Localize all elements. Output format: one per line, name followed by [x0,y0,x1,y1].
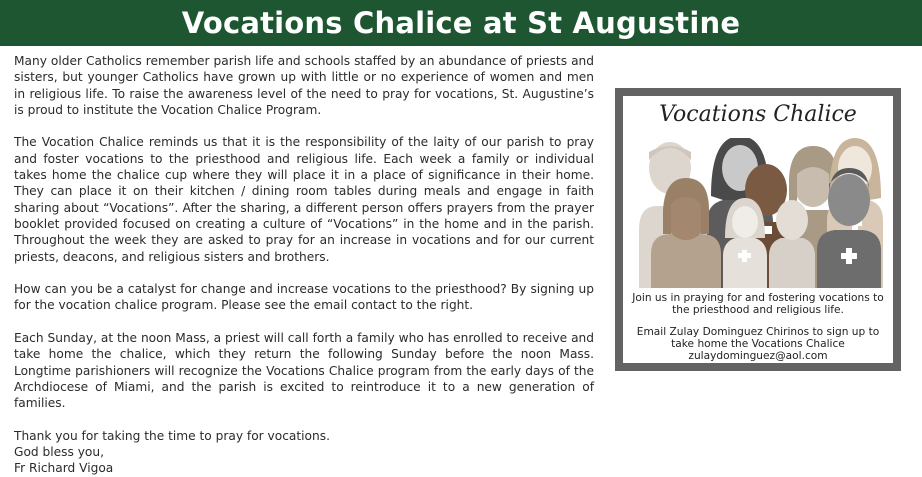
page-banner [0,0,922,46]
religious-people-group-icon [631,138,885,288]
closing-line: Thank you for taking the time to pray for vocations. [14,428,330,443]
article-body [14,53,594,477]
card-email-link[interactable]: zulaydominguez@aol.com [688,350,828,363]
blessing-line: God bless you, [14,445,104,460]
card-invitation: Join us in praying for and fostering vocations to the priesthood and religious life. [632,292,884,317]
signature: Fr Richard Vigoa [14,461,114,476]
card-contact [629,326,887,363]
nun-figure-icon [723,198,767,288]
article-paragraph: How can you be a catalyst for change and increase vocations to the priesthood? By signing up for the vocation chalice program. Please see the email contact to the right. [14,282,594,313]
page-title: Vocations Chalice at St Augustine [181,6,741,40]
article-paragraph: Each Sunday, at the noon Mass, a priest will call forth a family who has enrolled to receive and take home the chalice, which they return the following Sunday before the noon Mass. Longtime parishioners will recognize the Vocations Chalice program from the early days of the Archdiocese of Miami, and the parish is excited to reintroduce it to a new generation of families. [14,331,594,411]
vocations-chalice-card [615,88,901,371]
article-paragraph: Many older Catholics remember parish life and schools staffed by an abundance of priests and sisters, but younger Catholics have grown up with little or no experience of women and men in religious life. To raise the awareness level of the need to pray for vocations, St. Augustine’s is proud to institute the Vocation Chalice Program. [14,54,594,117]
card-inner [623,96,893,363]
card-title: Vocations Chalice [659,102,857,127]
article-paragraph: The Vocation Chalice reminds us that it is the responsibility of the laity of our parish to pray and foster vocations to the priesthood and religious life. Each week a family or individual takes home the chalice cup where they will place it in a place of significance in their home. They can place it on their kitchen / dining room tables during meals and engage in faith sharing about “Vocations”. After the sharing, a different person offers prayers from the prayer booklet provided focused on creating a culture of “Vocations” in the home and in the parish. Throughout the week they are asked to pray for an increase in vocations and for our current priests, deacons, and religious sisters and brothers. [14,135,594,264]
card-contact-line: Email Zulay Dominguez Chirinos to sign up to take home the Vocations Chalice [636,326,880,351]
